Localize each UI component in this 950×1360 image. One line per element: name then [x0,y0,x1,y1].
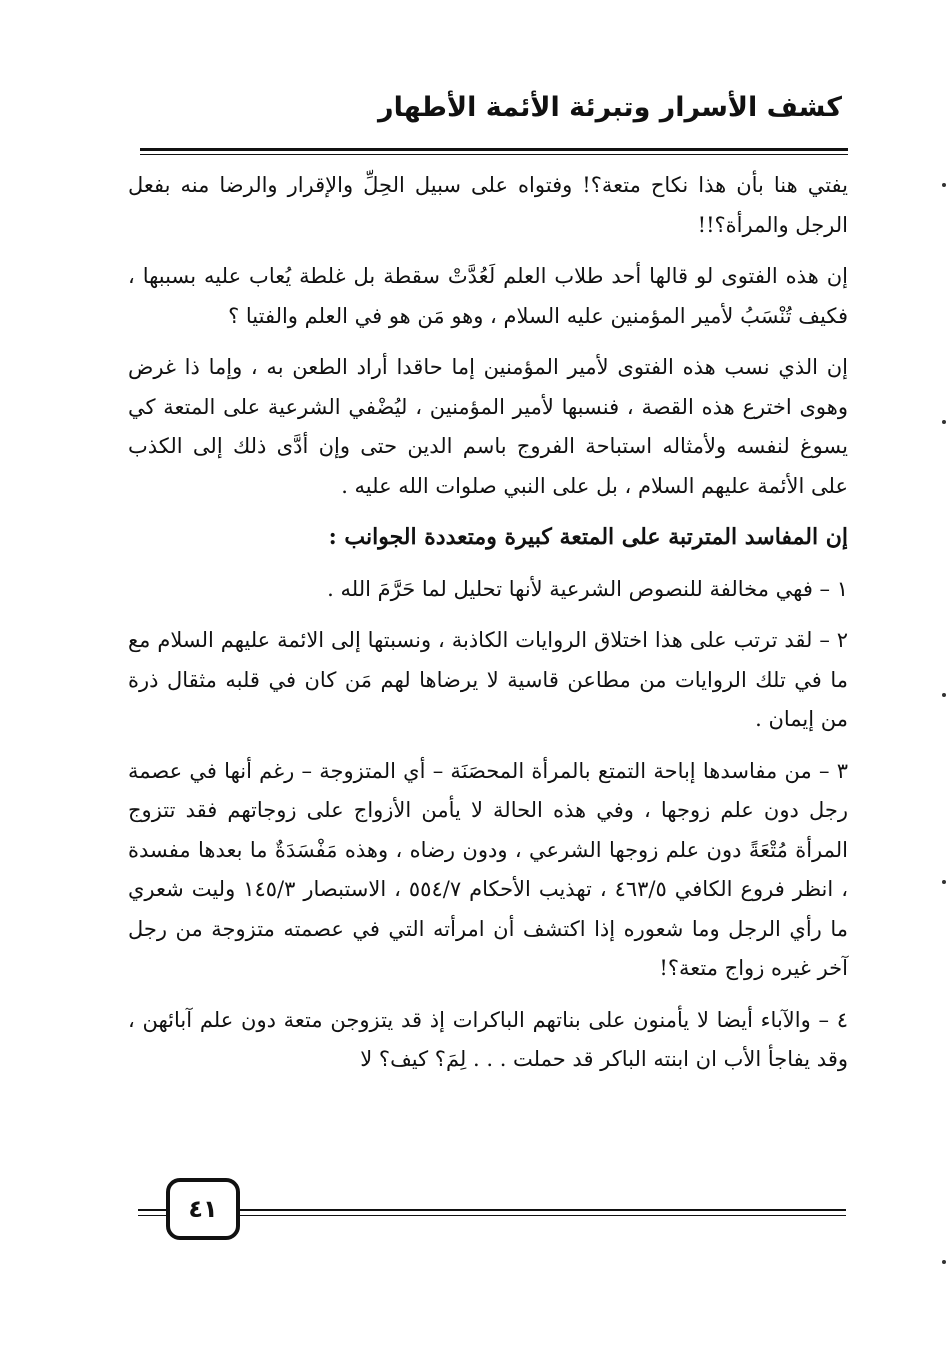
list-item: ٣ – من مفاسدها إباحة التمتع بالمرأة المحصَنَة – أي المتزوجة – رغم أنها في عصمة رجل دون علم زوجها ، وفي هذه الحالة لا يأمن الأزواج على زوجاتهم فقد تتزوج المرأة مُتْعَةً دون علم زوجها الشرعي ، ودون رضاه ، وهذه مَفْسَدَةٌ ما بعدها مفسدة ، انظر فروع الكافي ٤٦٣/٥ ، تهذيب الأحكام ٥٥٤/٧ ، الاستبصار ١٤٥/٣ وليت شعري ما رأي الرجل وما شعوره إذا اكتشف أن امرأته التي في عصمته متزوجة من رجل آخر غيره زواج متعة؟! [128,758,848,980]
header-rule-thick [140,148,848,151]
footer-rule-right-thin [238,1215,846,1216]
margin-mark [942,880,946,884]
list-item: ١ – فهي مخالفة للنصوص الشرعية لأنها تحليل لما حَرَّمَ الله . [327,576,848,601]
header-rule-thin [140,154,848,155]
paragraph: إن هذه الفتوى لو قالها أحد طلاب العلم لَعُدَّتْ سقطة بل غلطة يُعاب عليه بسببها ، فكيف تُنْسَبُ لأمير المؤمنين عليه السلام ، وهو مَن هو في العلم والفتيا ؟ [128,264,848,328]
margin-mark [942,183,946,187]
body-text [128,166,848,1092]
margin-mark [942,420,946,424]
running-header-title: كشف الأسرار وتبرئة الأئمة الأطهار [378,92,842,123]
list-item: ٤ – والآباء أيضا لا يأمنون على بناتهم الباكرات إذ قد يتزوجن متعة دون علم آبائهن ، وقد يفاجأ الأب ان ابنته الباكر قد حملت . . . لِمَ؟ كيف؟ لا [128,1007,848,1071]
page-number: ٤١ [188,1195,218,1223]
footer-rule-right [238,1209,846,1211]
margin-mark [942,693,946,697]
page-number-box [166,1178,240,1240]
margin-mark [942,1260,946,1264]
paragraph: يفتي هنا بأن هذا نكاح متعة؟! وفتواه على سبيل الحِلِّ والإقرار والرضا منه بفعل الرجل والمرأة؟!! [128,173,848,237]
list-item: ٢ – لقد ترتب على هذا اختلاق الروايات الكاذبة ، ونسبتها إلى الائمة عليهم السلام مع ما في تلك الروايات من مطاعن قاسية لا يرضاها لهم مَن كان في قلبه مثقال ذرة من إيمان . [128,628,848,731]
paragraph: إن الذي نسب هذه الفتوى لأمير المؤمنين إما حاقدا أراد الطعن به ، وإما ذا غرض وهوى اخترع هذه القصة ، فنسبها لأمير المؤمنين ، ليُضْفي الشرعية على المتعة كي يسوغ لنفسه ولأمثاله استباحة الفروج باسم الدين حتى وإن أدَّى ذلك إلى الكذب على الأئمة عليهم السلام ، بل على النبي صلوات الله عليه . [128,355,848,498]
section-heading: إن المفاسد المترتبة على المتعة كبيرة ومتعددة الجوانب : [328,524,848,550]
